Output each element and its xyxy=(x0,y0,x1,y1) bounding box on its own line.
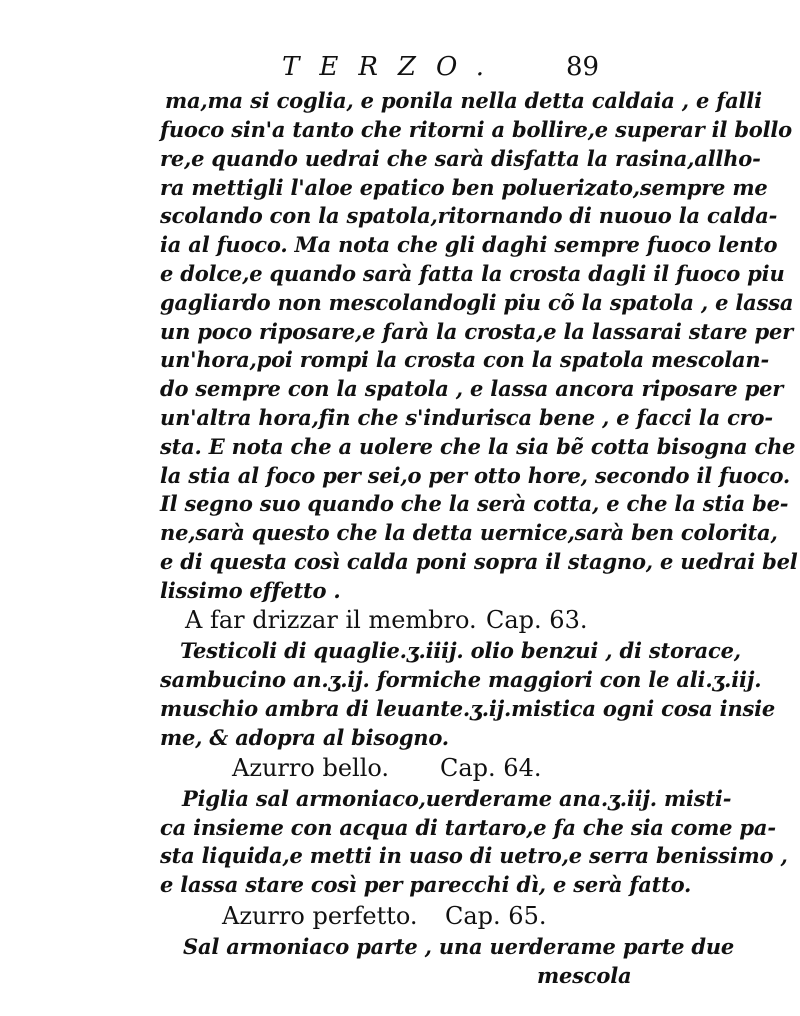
text-line: Testicoli di quaglie.ʒ.iiij. olio benzui , di storace, xyxy=(180,638,741,663)
page-number: 89 xyxy=(566,52,600,82)
text-line: ne,sarà questo che la detta uernice,sarà ben colorita, xyxy=(160,520,778,545)
text-line: e di questa così calda poni sopra il stagno, e uedrai bel xyxy=(160,549,798,574)
chapter-heading: Azurro perfetto. xyxy=(222,902,418,930)
text-line: un'altra hora,fin che s'indurisca bene , e facci la cro- xyxy=(160,405,773,430)
text-line: do sempre con la spatola , e lassa ancora riposare per xyxy=(160,376,784,401)
text-line: ca insieme con acqua di tartaro,e fa che sia come pa- xyxy=(160,815,776,840)
text-line: un'hora,poi rompi la crosta con la spatola mescolan- xyxy=(160,347,770,372)
chapter-heading: A far drizzar il membro. xyxy=(185,606,477,634)
text-line: ra mettigli l'aloe epatico ben poluerizato,sempre me xyxy=(160,175,768,200)
text-line: gagliardo non mescolandogli piu cõ la spatola , e lassa xyxy=(160,290,794,315)
text-line: Il segno suo quando che la serà cotta, e che la stia be- xyxy=(160,491,789,516)
text-line: me, & adopra al bisogno. xyxy=(160,725,449,750)
running-head: TERZO. xyxy=(282,52,505,82)
text-line: lissimo effetto . xyxy=(160,578,341,603)
text-line: sta liquida,e metti in uaso di uetro,e serra benissimo , xyxy=(160,843,788,868)
text-line: sambucino an.ʒ.ij. formiche maggiori con le ali.ʒ.iij. xyxy=(160,667,762,692)
text-line: re,e quando uedrai che sarà disfatta la rasina,allho- xyxy=(160,146,761,171)
text-line: sta. E nota che a uolere che la sia bẽ cotta bisogna che xyxy=(160,434,796,459)
catchword: mescola xyxy=(537,963,632,988)
text-line: scolando con la spatola,ritornando di nuouo la calda- xyxy=(160,203,778,228)
chapter-number: Cap. 65. xyxy=(445,902,547,930)
text-line: ma,ma si coglia, e ponila nella detta caldaia , e falli xyxy=(165,88,762,113)
text-line: ia al fuoco. Ma nota che gli daghi sempre fuoco lento xyxy=(160,232,778,257)
text-line: un poco riposare,e farà la crosta,e la lassarai stare per xyxy=(160,319,793,344)
text-line: fuoco sin'a tanto che ritorni a bollire,e superar il bollo xyxy=(160,117,792,142)
chapter-heading: Azurro bello. xyxy=(232,754,390,782)
text-line: Sal armoniaco parte , una uerderame parte due xyxy=(183,934,735,959)
text-line: e lassa stare così per parecchi dì, e serà fatto. xyxy=(160,872,692,897)
text-line: Piglia sal armoniaco,uerderame ana.ʒ.iij. misti- xyxy=(182,786,732,811)
chapter-number: Cap. 63. xyxy=(486,606,588,634)
text-line: muschio ambra di leuante.ʒ.ij.mistica ogni cosa insie xyxy=(160,696,776,721)
text-line: e dolce,e quando sarà fatta la crosta dagli il fuoco piu xyxy=(160,261,785,286)
text-line: la stia al foco per sei,o per otto hore, secondo il fuoco. xyxy=(160,463,790,488)
chapter-number: Cap. 64. xyxy=(440,754,542,782)
